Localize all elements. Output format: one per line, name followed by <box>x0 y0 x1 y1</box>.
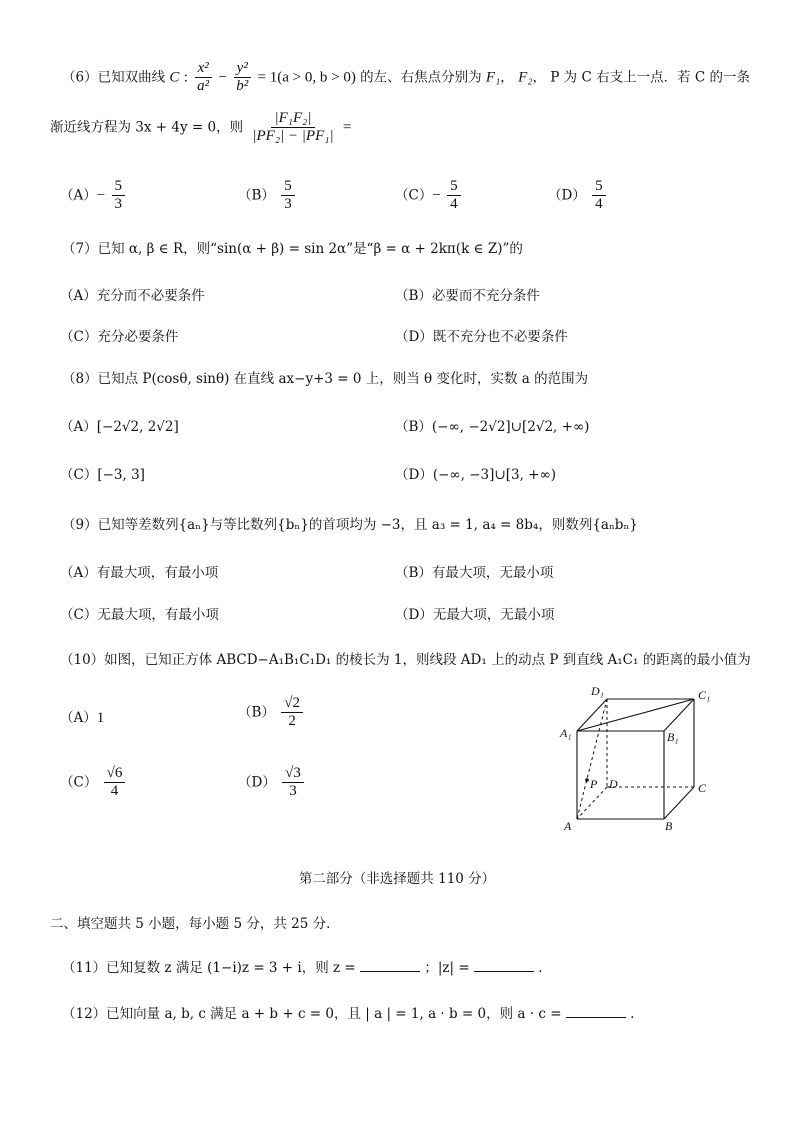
q6-eq: = 1(a > 0, b > 0) <box>257 69 356 86</box>
label-b: B <box>665 819 673 833</box>
q7-option-a: （A）充分而不必要条件 <box>60 288 205 304</box>
edge-da-hidden <box>577 787 607 819</box>
point-p <box>585 778 589 782</box>
edge-cb <box>664 787 694 819</box>
label-a: A <box>564 819 572 833</box>
q8-option-b: （B）(−∞, −2√2]∪[2√2, +∞) <box>395 419 590 435</box>
q6-curve: C <box>169 69 180 86</box>
q11-blank-modulus[interactable] <box>474 957 534 972</box>
q9-stem: （9）已知等差数列{aₙ}与等比数列{bₙ}的首项均为 −3，且 a₃ = 1, a₄ = 8b₄，则数列{aₙbₙ} <box>62 517 638 533</box>
q6-option-d: （D） $\frac{5}{4}$ <box>548 178 608 214</box>
label-d1: D₁ <box>591 685 604 698</box>
section2-heading: 二、填空题共 5 小题，每小题 5 分，共 25 分． <box>50 916 340 932</box>
edge-a1d1 <box>577 699 607 731</box>
label-b1: B₁ <box>667 730 679 744</box>
q6-intro: （6）已知双曲线 <box>62 69 166 86</box>
q6-main-frac: $\frac{\text{|F₁F₂|}}{\text{|PF₂| − |PF₁|}}$ <box>252 110 334 145</box>
q9-option-c: （C）无最大项，有最小项 <box>60 607 219 623</box>
part2-title: 第二部分（非选择题共 110 分） <box>298 871 496 887</box>
edge-c1b1 <box>664 699 694 731</box>
q6-option-c: （C）− $\frac{5}{4}$ <box>395 178 463 214</box>
q10-option-b: （B） $\frac{√2}{2}$ <box>238 695 305 731</box>
q6-desc: 的左、右焦点分别为 <box>360 69 482 86</box>
label-c1: C₁ <box>698 688 711 702</box>
q6-line2: 渐近线方程为 3x + 4y = 0，则 $\frac{\text{|F₁F₂|}}{\text{|PF₂| − |PF₁|}}$ = <box>50 110 352 145</box>
label-a1: A₁ <box>560 726 572 740</box>
q6-option-a: （A）− $\frac{5}{3}$ <box>60 178 127 214</box>
q6-frac-y: $\frac{\text{y²}}{\text{b²}}$ <box>233 60 251 96</box>
q8-option-a: （A）[−2√2, 2√2] <box>60 419 179 435</box>
q9-option-d: （D）无最大项，无最小项 <box>395 607 555 623</box>
diag-ad1-hidden <box>577 699 607 819</box>
q6-p: P 为 C 右支上一点．若 C 的一条 <box>550 69 750 86</box>
q10-option-a: （A）1 <box>60 710 105 726</box>
q10-option-d: （D） $\frac{√3}{3}$ <box>238 765 306 801</box>
q10-option-c: （C） $\frac{√6}{4}$ <box>60 765 127 801</box>
q7-option-d: （D）既不充分也不必要条件 <box>395 329 568 345</box>
q9-option-b: （B）有最大项，无最小项 <box>395 565 554 581</box>
q8-stem: （8）已知点 P(cosθ, sinθ) 在直线 ax−y+3 = 0 上，则当 θ 变化时，实数 a 的范围为 <box>62 371 589 387</box>
q11: （11）已知复数 z 满足 (1−i)z = 3 + i，则 z = ；|z| = . <box>62 956 543 976</box>
label-c: C <box>698 781 707 795</box>
q12-stem: （12）已知向量 a, b, c 满足 a + b + c = 0，且 | a | = 1, a · b = 0，则 a · c = <box>62 1006 562 1022</box>
q7-option-c: （C）充分必要条件 <box>60 329 179 345</box>
q6-option-b: （B） $\frac{5}{3}$ <box>238 178 297 214</box>
label-p: P <box>590 777 598 791</box>
q7-stem: （7）已知 α, β ∈ R，则“sin(α + β) = sin 2α”是“β = α + 2kπ(k ∈ Z)”的 <box>62 241 523 257</box>
q8-option-d: （D）(−∞, −3]∪[3, +∞) <box>395 467 556 483</box>
q12: （12）已知向量 a, b, c 满足 a + b + c = 0，且 | a | = 1, a · b = 0，则 a · c = . <box>62 1002 634 1022</box>
q8-option-c: （C）[−3, 3] <box>60 467 145 483</box>
cube-figure <box>555 685 730 835</box>
q11-mid: ；|z| = <box>424 960 470 976</box>
label-d: D <box>609 777 618 791</box>
q6-line1: （6）已知双曲线 C : $\frac{\text{x²}}{\text{a²}}$ − $\frac{\text{y²}}{\text{b²}}$ = 1(a > 0, b > 0) 的左、右焦点分别为 F₁， F₂， P 为 C 右支上一点．若 C 的一条 <box>62 60 750 95</box>
q10-stem: （10）如图，已知正方体 ABCD−A₁B₁C₁D₁ 的棱长为 1，则线段 AD₁ 上的动点 P 到直线 A₁C₁ 的距离的最小值为 <box>60 652 751 668</box>
q12-blank[interactable] <box>566 1003 626 1018</box>
q11-stem: （11）已知复数 z 满足 (1−i)z = 3 + i，则 z = <box>62 960 356 976</box>
q7-option-b: （B）必要而不充分条件 <box>395 288 540 304</box>
q9-option-a: （A）有最大项，有最小项 <box>60 565 219 581</box>
q6-frac-x: $\frac{\text{x²}}{\text{a²}}$ <box>194 60 212 96</box>
q11-blank-z[interactable] <box>360 957 420 972</box>
q6-line2-text: 渐近线方程为 3x + 4y = 0，则 <box>50 119 244 136</box>
diag-a1c1 <box>577 699 694 731</box>
